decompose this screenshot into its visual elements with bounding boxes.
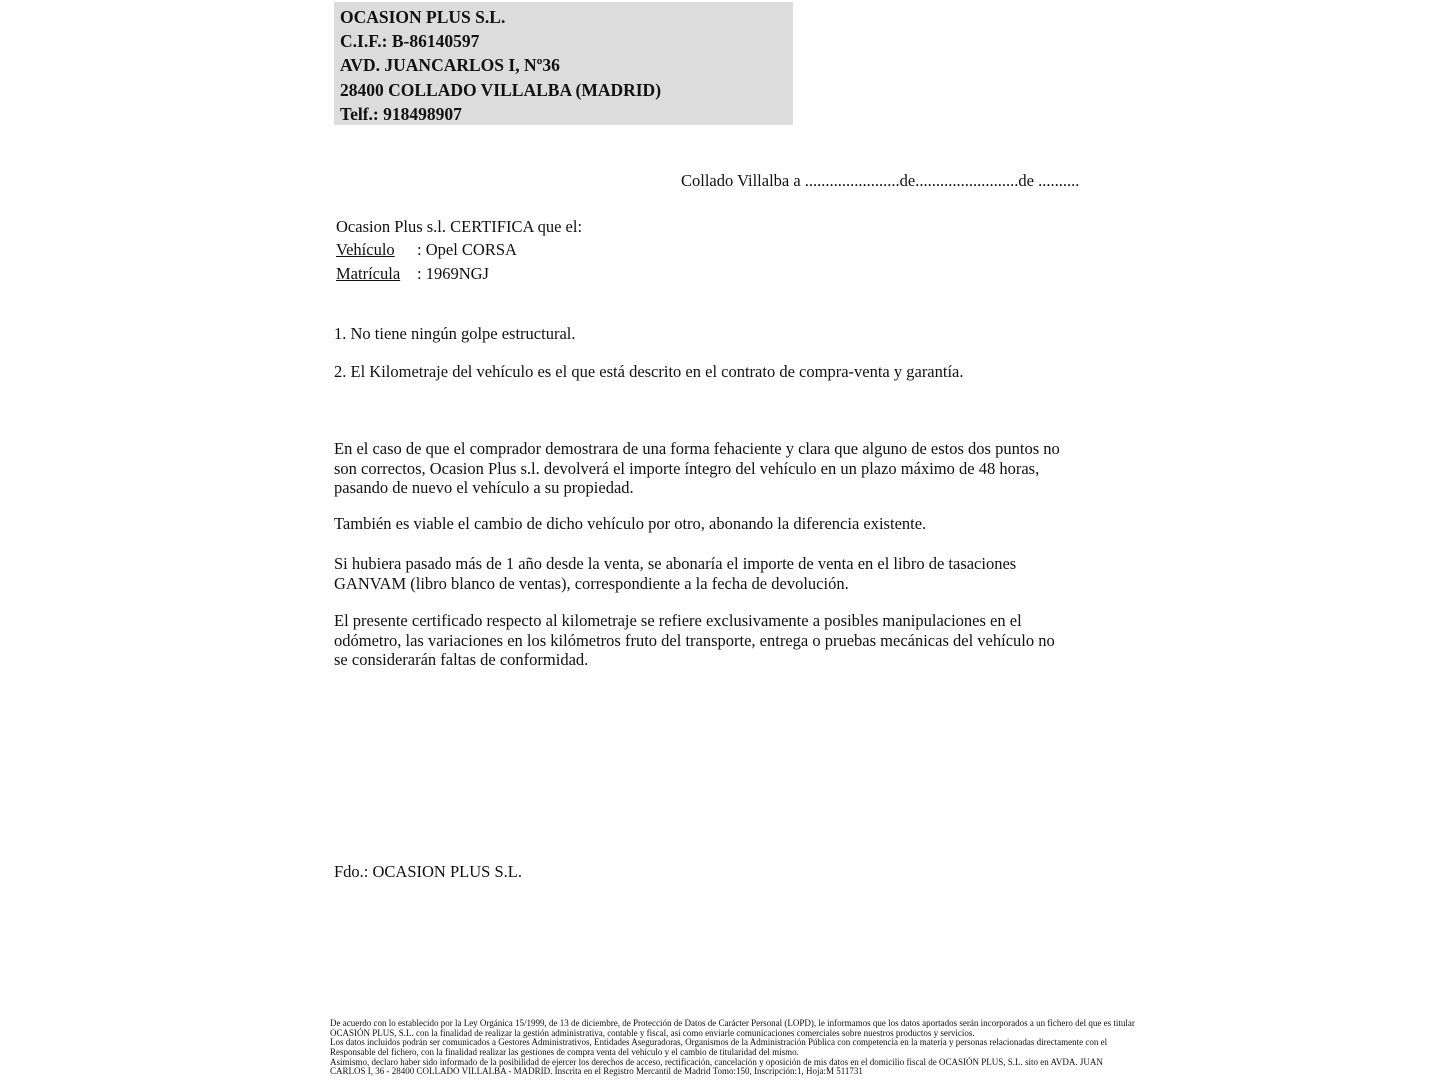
certify-intro: Ocasion Plus s.l. CERTIFICA que el: <box>336 217 583 236</box>
text-line: Los datos incluidos podrán ser comunicados a Gestores Administrativos, Entidades Aseguradoras, Organismos de la Administración Pública con competencia en la materia y personas relacionadas directamente con el <box>330 1037 1108 1048</box>
paragraph-refund <box>334 439 1060 498</box>
text-line: También es viable el cambio de dicho vehículo por otro, abonando la diferencia existente. <box>334 514 927 533</box>
company-header-box <box>334 2 793 125</box>
plate-row <box>336 262 582 285</box>
plate-label <box>336 262 417 285</box>
plate-value: : 1969NGJ <box>417 263 489 283</box>
company-city: 28400 COLLADO VILLALBA (MADRID) <box>340 79 662 100</box>
vehicle-label-underline: Vehículo <box>336 240 395 260</box>
vehicle-label <box>336 238 417 261</box>
plate-label-underline: Matrícula <box>336 263 401 283</box>
text-line: Responsable del fichero, con la finalidad realizar las gestiones de compra venta del vehículo y el cambio de titularidad del mismo. <box>330 1046 799 1057</box>
text-line: pasando de nuevo el vehículo a su propiedad. <box>334 478 634 498</box>
text-line: De acuerdo con lo establecido por la Ley Orgánica 15/1999, de 13 de diciembre, de Protección de Datos de Carácter Personal (LOPD), le informamos que los datos aportados serán incorporados a un fichero del que es titular <box>330 1018 1135 1028</box>
text-line: odómetro, las variaciones en los kilómetros fruto del transporte, entrega o pruebas mecánicas del vehículo no <box>334 630 1055 650</box>
company-name: OCASION PLUS S.L. <box>340 7 506 27</box>
text-line: El presente certificado respecto al kilometraje se refiere exclusivamente a posibles manipulaciones en el <box>334 611 1022 630</box>
vehicle-row <box>336 238 582 261</box>
point-1: 1. No tiene ningún golpe estructural. <box>334 324 576 343</box>
point-2: 2. El Kilometraje del vehículo es el que está descrito en el contrato de compra-venta y garantía. <box>334 362 964 381</box>
text-line: OCASIÓN PLUS, S.L. con la finalidad de realizar la gestión administrativa, contable y fiscal, así como enviarle comunicaciones comerciales sobre nuestros productos y servicios. <box>330 1027 975 1038</box>
text-line: GANVAM (libro blanco de ventas), correspondiente a la fecha de devolución. <box>334 573 849 593</box>
paragraph-odometer <box>334 611 1055 670</box>
company-phone: Telf.: 918498907 <box>340 103 462 124</box>
paragraph-ganvam <box>334 554 1016 593</box>
text-line: CARLOS I, 36 - 28400 COLLADO VILLALBA - MADRID. Inscrita en el Registro Mercantil de Madrid Tomo:150, Inscripción:1, Hoja:M 511731 <box>330 1066 863 1077</box>
legal-footer <box>330 1019 1135 1077</box>
text-line: son correctos, Ocasion Plus s.l. devolverá el importe íntegro del vehículo en un plazo máximo de 48 horas, <box>334 458 1040 478</box>
vehicle-value: : Opel CORSA <box>417 240 517 260</box>
company-cif: C.I.F.: B-86140597 <box>340 31 480 52</box>
date-blank-line: Collado Villalba a .......................de.........................de .......... <box>681 171 1080 190</box>
paragraph-exchange <box>334 514 926 534</box>
signature-line: Fdo.: OCASION PLUS S.L. <box>334 862 522 881</box>
text-line: Si hubiera pasado más de 1 año desde la venta, se abonaría el importe de venta en el libro de tasaciones <box>334 554 1017 573</box>
text-line: En el caso de que el comprador demostrara de una forma fehaciente y clara que alguno de estos dos puntos no <box>334 439 1060 458</box>
text-line: se considerarán faltas de conformidad. <box>334 650 589 670</box>
company-address: AVD. JUANCARLOS I, Nº36 <box>340 55 560 76</box>
text-line: Asimismo, declaro haber sido informado de la posibilidad de ejercer los derechos de acceso, rectificación, cancelación y oposición de mis datos en el domicilio fiscal de OCASIÓN PLUS, S.L. sito en AVDA. JUAN <box>330 1056 1103 1067</box>
certification-block <box>336 215 582 285</box>
